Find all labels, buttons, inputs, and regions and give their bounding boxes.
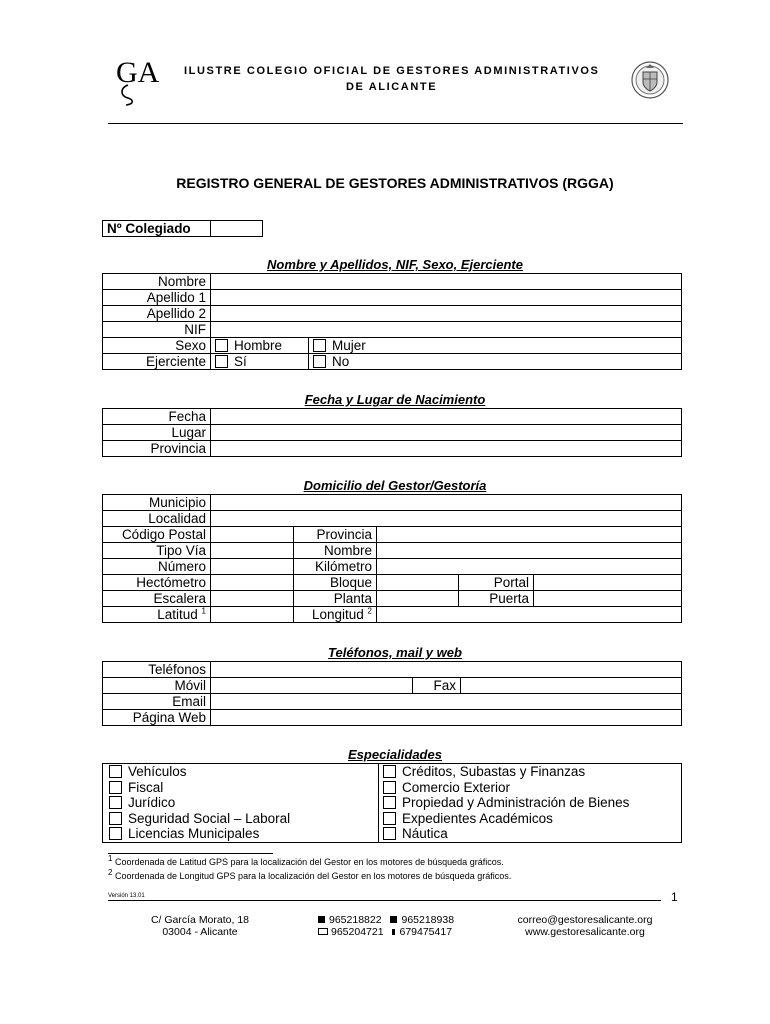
provincia-label: Provincia [294, 527, 377, 543]
specialty-item[interactable] [383, 826, 677, 842]
lugar-input[interactable] [211, 425, 682, 441]
footer-divider [108, 900, 661, 901]
apellido1-label: Apellido 1 [103, 290, 211, 306]
specialty-label: Jurídico [128, 795, 176, 810]
specialties-left-column [103, 764, 379, 843]
specialty-item[interactable] [383, 795, 677, 811]
specialty-label: Fiscal [128, 779, 164, 795]
footer-phones-row [318, 914, 454, 926]
ejerciente-label: Ejerciente [103, 354, 211, 370]
longitud-footnote-ref: 2 [367, 606, 372, 616]
address-table [102, 494, 682, 623]
college-logo [114, 52, 166, 106]
ejerciente-no-option[interactable] [309, 354, 682, 370]
specialties-table [102, 763, 682, 843]
localidad-label: Localidad [103, 511, 211, 527]
mobile-icon [392, 929, 395, 935]
telefonos-input[interactable] [211, 662, 682, 678]
specialty-checkbox[interactable] [383, 796, 396, 809]
email-input[interactable] [211, 694, 682, 710]
puerta-label: Puerta [459, 591, 534, 607]
footnote-1-number: 1 [108, 854, 113, 863]
section-birth: Fecha y Lugar de Nacimiento [304, 392, 486, 407]
phone-icon [390, 916, 397, 923]
latitud-footnote-ref: 1 [201, 606, 206, 616]
municipio-input[interactable] [211, 495, 682, 511]
specialty-label: Licencias Municipales [128, 826, 260, 841]
codigo-postal-label: Código Postal [103, 527, 211, 543]
movil-input[interactable] [211, 678, 413, 694]
hombre-checkbox[interactable] [215, 339, 228, 352]
footer-website[interactable]: www.gestoresalicante.org [525, 926, 645, 938]
via-nombre-label: Nombre [294, 543, 377, 559]
section-address: Domicilio del Gestor/Gestoría [303, 478, 487, 493]
specialty-checkbox[interactable] [383, 827, 396, 840]
specialty-checkbox[interactable] [109, 765, 122, 778]
hectometro-input[interactable] [211, 575, 294, 591]
specialty-checkbox[interactable] [383, 781, 396, 794]
provincia-input[interactable] [377, 527, 682, 543]
tipo-via-input[interactable] [211, 543, 294, 559]
specialty-label: Comercio Exterior [402, 779, 511, 795]
specialty-label: Vehículos [128, 764, 187, 779]
longitud-input[interactable] [377, 607, 682, 623]
specialty-item[interactable] [109, 780, 372, 796]
specialty-item[interactable] [109, 795, 372, 811]
lugar-label: Lugar [103, 425, 211, 441]
fecha-input[interactable] [211, 409, 682, 425]
provincia-nac-input[interactable] [211, 441, 682, 457]
codigo-postal-input[interactable] [211, 527, 294, 543]
bloque-input[interactable] [377, 575, 459, 591]
telefonos-label: Teléfonos [103, 662, 211, 678]
escalera-input[interactable] [211, 591, 294, 607]
longitud-label [294, 607, 377, 623]
header-divider [108, 123, 683, 124]
nif-label: NIF [103, 322, 211, 338]
nif-input[interactable] [211, 322, 682, 338]
mujer-checkbox[interactable] [313, 339, 326, 352]
version-label: Versión 13.01 [108, 893, 145, 899]
specialty-checkbox[interactable] [383, 812, 396, 825]
no-checkbox[interactable] [313, 355, 326, 368]
specialty-item[interactable] [109, 764, 372, 780]
specialty-label: Propiedad y Administración de Bienes [402, 795, 630, 810]
si-label: Sí [234, 354, 247, 369]
specialty-item[interactable] [383, 811, 677, 827]
apellido2-label: Apellido 2 [103, 306, 211, 322]
org-name-line2: DE ALICANTE [346, 81, 438, 93]
specialties-right-column [379, 764, 682, 843]
apellido1-input[interactable] [211, 290, 682, 306]
footer-mobile: 679475417 [399, 926, 453, 938]
phone-icon [318, 916, 325, 923]
specialty-label: Créditos, Subastas y Finanzas [402, 764, 586, 779]
footnote-1-text: Coordenada de Latitud GPS para la localización del Gestor en los motores de búsqueda gráficos. [114, 857, 504, 867]
footer-tel2: 965218938 [401, 914, 455, 926]
specialty-item[interactable] [383, 764, 677, 780]
specialty-item[interactable] [109, 811, 372, 827]
colegiado-input[interactable] [211, 221, 263, 237]
fax-label: Fax [413, 678, 461, 694]
kilometro-input[interactable] [377, 559, 682, 575]
specialty-label: Expedientes Académicos [402, 810, 553, 826]
numero-label: Número [103, 559, 211, 575]
specialty-label: Náutica [402, 826, 448, 841]
nombre-label: Nombre [103, 274, 211, 290]
movil-label: Móvil [103, 678, 211, 694]
section-contact: Teléfonos, mail y web [328, 645, 462, 660]
specialty-item[interactable] [109, 826, 372, 842]
fax-icon [318, 928, 328, 935]
specialty-checkbox[interactable] [109, 796, 122, 809]
numero-input[interactable] [211, 559, 294, 575]
fax-input[interactable] [461, 678, 682, 694]
footnote-2-text: Coordenada de Longitud GPS para la localización del Gestor en los motores de búsqueda gráficos. [114, 871, 512, 881]
nombre-input[interactable] [211, 274, 682, 290]
provincia-nac-label: Provincia [103, 441, 211, 457]
escalera-label: Escalera [103, 591, 211, 607]
ejerciente-si-option[interactable] [211, 354, 309, 370]
no-label: No [332, 354, 350, 369]
portal-input[interactable] [534, 575, 682, 591]
form-title: REGISTRO GENERAL DE GESTORES ADMINISTRATIVOS (RGGA) [176, 175, 614, 191]
latitud-label [103, 607, 211, 623]
specialty-checkbox[interactable] [383, 765, 396, 778]
si-checkbox[interactable] [215, 355, 228, 368]
footnote-2-number: 2 [108, 868, 113, 877]
latitud-input[interactable] [211, 607, 294, 623]
specialty-checkbox[interactable] [109, 781, 122, 794]
longitud-text: Longitud [311, 607, 364, 622]
sexo-label: Sexo [103, 338, 211, 354]
specialty-checkbox[interactable] [109, 812, 122, 825]
tipo-via-label: Tipo Vía [103, 543, 211, 559]
apellido2-input[interactable] [211, 306, 682, 322]
org-name-line1: ILUSTRE COLEGIO OFICIAL DE GESTORES ADMINISTRATIVOS [184, 65, 600, 77]
planta-label: Planta [294, 591, 377, 607]
footer-address-line1: C/ García Morato, 18 [150, 914, 250, 926]
footnote-2 [108, 868, 512, 881]
footer-tel1: 965218822 [329, 914, 382, 926]
web-input[interactable] [211, 710, 682, 726]
portal-label: Portal [459, 575, 534, 591]
section-personal: Nombre y Apellidos, NIF, Sexo, Ejerciente [267, 257, 523, 272]
coat-of-arms-icon [630, 60, 670, 100]
puerta-input[interactable] [534, 591, 682, 607]
footer-email[interactable]: correo@gestoresalicante.org [517, 914, 653, 926]
logo-text: GA [116, 56, 160, 89]
latitud-text: Latitud [157, 607, 198, 622]
sexo-mujer-option[interactable] [309, 338, 682, 354]
contact-table [102, 661, 682, 726]
colegiado-label: Nº Colegiado [103, 221, 211, 237]
personal-table [102, 273, 682, 370]
footnote-divider [108, 853, 273, 854]
birth-table [102, 408, 682, 457]
specialty-checkbox[interactable] [109, 827, 122, 840]
hombre-label: Hombre [234, 338, 283, 353]
mujer-label: Mujer [332, 338, 366, 353]
specialty-item[interactable] [383, 780, 677, 796]
email-label: Email [103, 694, 211, 710]
colegiado-table [102, 220, 263, 237]
footer-fax: 965204721 [331, 926, 384, 938]
hectometro-label: Hectómetro [103, 575, 211, 591]
via-nombre-input[interactable] [377, 543, 682, 559]
footer-fax-row [318, 926, 452, 938]
footer-address-line2: 03004 - Alicante [162, 926, 238, 938]
bloque-label: Bloque [294, 575, 377, 591]
localidad-input[interactable] [211, 511, 682, 527]
section-specialties: Especialidades [348, 747, 442, 762]
footnote-1 [108, 854, 504, 867]
page-number: 1 [671, 890, 678, 904]
fecha-label: Fecha [103, 409, 211, 425]
sexo-hombre-option[interactable] [211, 338, 309, 354]
municipio-label: Municipio [103, 495, 211, 511]
college-logo-graphic [114, 52, 166, 106]
kilometro-label: Kilómetro [294, 559, 377, 575]
web-label: Página Web [103, 710, 211, 726]
specialty-label: Seguridad Social – Laboral [128, 810, 291, 826]
planta-input[interactable] [377, 591, 459, 607]
